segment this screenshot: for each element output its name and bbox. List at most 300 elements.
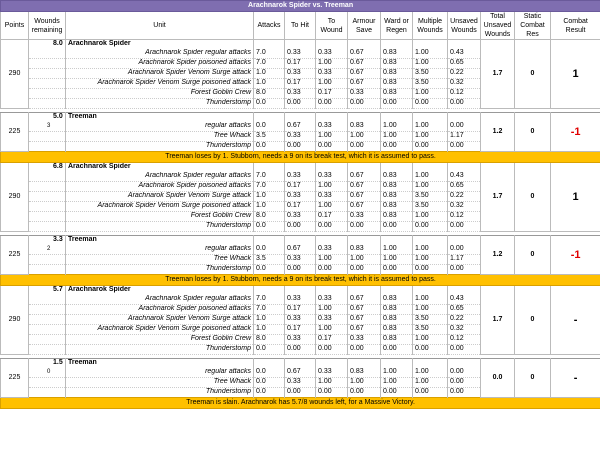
empty-cell	[254, 286, 285, 296]
attack-name: Arachnarok Spider Venom Surge attack	[66, 315, 254, 325]
wounds-small: 0	[29, 368, 66, 378]
value-cell: 1.00	[381, 368, 413, 378]
value-cell: 1.00	[413, 255, 448, 265]
value-cell: 0.0	[254, 245, 285, 255]
attack-name: Arachnarok Spider poisoned attacks	[66, 305, 254, 315]
value-cell: 1.00	[316, 79, 348, 89]
value-cell: 0.33	[316, 172, 348, 182]
round-summary-note: Treeman is slain. Arachnarok has 5.7/8 wounds left, for a Massive Victory.	[1, 398, 600, 409]
value-cell: 0.00	[448, 222, 481, 232]
wounds-small	[29, 49, 66, 59]
empty-cell	[413, 286, 448, 296]
value-cell: 0.33	[316, 192, 348, 202]
value-cell: 0.83	[381, 192, 413, 202]
value-cell: 1.0	[254, 315, 285, 325]
value-cell: 0.00	[381, 99, 413, 109]
value-cell: 1.00	[316, 378, 348, 388]
points-cell: 290	[1, 40, 29, 109]
value-cell: 0.65	[448, 182, 481, 192]
value-cell: 1.00	[316, 132, 348, 142]
empty-cell	[381, 236, 413, 246]
value-cell: 0.83	[348, 122, 381, 132]
value-cell: 0.32	[448, 325, 481, 335]
points-cell: 225	[1, 236, 29, 275]
static-combat-res: 0	[515, 163, 551, 232]
value-cell: 0.17	[285, 59, 316, 69]
empty-cell	[316, 236, 348, 246]
value-cell: 1.00	[413, 378, 448, 388]
value-cell: 0.00	[381, 345, 413, 355]
wounds-remaining: 1.5	[29, 359, 66, 369]
value-cell: 0.00	[448, 99, 481, 109]
unit-header-row	[1, 163, 600, 173]
attack-name: Arachnarok Spider Venom Surge attack	[66, 69, 254, 79]
wounds-small	[29, 255, 66, 265]
value-cell: 0.67	[348, 69, 381, 79]
value-cell: 3.50	[413, 192, 448, 202]
value-cell: 0.33	[316, 295, 348, 305]
value-cell: 1.00	[413, 49, 448, 59]
value-cell: 0.67	[285, 368, 316, 378]
static-combat-res: 0	[515, 236, 551, 275]
value-cell: 0.67	[348, 79, 381, 89]
wounds-small	[29, 69, 66, 79]
wounds-small	[29, 295, 66, 305]
static-combat-res: 0	[515, 40, 551, 109]
value-cell: 7.0	[254, 49, 285, 59]
value-cell: 0.00	[448, 122, 481, 132]
value-cell: 1.0	[254, 69, 285, 79]
value-cell: 1.17	[448, 132, 481, 142]
value-cell: 0.00	[413, 99, 448, 109]
wounds-small	[29, 89, 66, 99]
wounds-small	[29, 79, 66, 89]
value-cell: 1.00	[348, 255, 381, 265]
value-cell: 0.67	[348, 182, 381, 192]
value-cell: 0.17	[316, 89, 348, 99]
value-cell: 0.00	[316, 142, 348, 152]
empty-cell	[413, 40, 448, 50]
value-cell: 0.33	[348, 335, 381, 345]
value-cell: 0.83	[381, 305, 413, 315]
value-cell: 0.33	[285, 212, 316, 222]
value-cell: 7.0	[254, 182, 285, 192]
value-cell: 1.00	[413, 295, 448, 305]
empty-cell	[348, 163, 381, 173]
attack-name: Arachnarok Spider regular attacks	[66, 49, 254, 59]
empty-cell	[254, 236, 285, 246]
value-cell: 1.00	[413, 122, 448, 132]
value-cell: 0.00	[413, 265, 448, 275]
value-cell: 0.43	[448, 172, 481, 182]
value-cell: 0.83	[381, 295, 413, 305]
empty-cell	[316, 40, 348, 50]
attack-name: Arachnarok Spider poisoned attacks	[66, 182, 254, 192]
value-cell: 1.00	[348, 132, 381, 142]
attack-name: regular attacks	[66, 122, 254, 132]
value-cell: 1.00	[381, 378, 413, 388]
wounds-small	[29, 172, 66, 182]
value-cell: 0.22	[448, 315, 481, 325]
value-cell: 3.50	[413, 69, 448, 79]
value-cell: 3.50	[413, 79, 448, 89]
empty-cell	[448, 236, 481, 246]
value-cell: 0.0	[254, 122, 285, 132]
value-cell: 0.83	[348, 245, 381, 255]
empty-cell	[348, 359, 381, 369]
attack-name: regular attacks	[66, 368, 254, 378]
value-cell: 1.00	[413, 89, 448, 99]
value-cell: 0.33	[285, 69, 316, 79]
value-cell: 0.17	[285, 79, 316, 89]
attack-name: Arachnarok Spider regular attacks	[66, 172, 254, 182]
value-cell: 0.83	[381, 79, 413, 89]
value-cell: 1.00	[381, 245, 413, 255]
value-cell: 0.00	[285, 345, 316, 355]
value-cell: 8.0	[254, 335, 285, 345]
value-cell: 3.50	[413, 202, 448, 212]
value-cell: 1.00	[413, 335, 448, 345]
wounds-small	[29, 182, 66, 192]
value-cell: 0.0	[254, 265, 285, 275]
column-header: Points	[1, 12, 29, 40]
empty-cell	[285, 286, 316, 296]
empty-cell	[381, 359, 413, 369]
value-cell: 3.50	[413, 315, 448, 325]
value-cell: 0.67	[348, 325, 381, 335]
empty-cell	[254, 113, 285, 123]
value-cell: 0.33	[285, 295, 316, 305]
value-cell: 0.33	[316, 122, 348, 132]
value-cell: 0.17	[316, 335, 348, 345]
empty-cell	[381, 286, 413, 296]
wounds-small	[29, 325, 66, 335]
value-cell: 0.83	[381, 315, 413, 325]
value-cell: 1.00	[316, 59, 348, 69]
value-cell: 0.00	[381, 388, 413, 398]
wounds-small	[29, 202, 66, 212]
value-cell: 0.83	[381, 335, 413, 345]
wounds-small	[29, 99, 66, 109]
value-cell: 0.83	[381, 172, 413, 182]
value-cell: 0.67	[348, 315, 381, 325]
column-header: Static Combat Res	[515, 12, 551, 40]
attack-name: Thunderstomp	[66, 388, 254, 398]
unit-header-row	[1, 359, 600, 369]
value-cell: 0.67	[285, 122, 316, 132]
value-cell: 0.83	[348, 368, 381, 378]
table-title: Arachnarok Spider vs. Treeman	[1, 1, 600, 12]
wounds-remaining: 6.8	[29, 163, 66, 173]
value-cell: 0.22	[448, 69, 481, 79]
total-unsaved-wounds: 1.2	[481, 113, 515, 152]
column-header: Total Unsaved Wounds	[481, 12, 515, 40]
value-cell: 0.00	[448, 388, 481, 398]
column-header: Armour Save	[348, 12, 381, 40]
empty-cell	[413, 113, 448, 123]
value-cell: 0.67	[348, 59, 381, 69]
value-cell: 0.67	[285, 245, 316, 255]
value-cell: 1.00	[316, 202, 348, 212]
value-cell: 0.00	[448, 378, 481, 388]
combat-result: -	[551, 359, 600, 398]
empty-cell	[316, 286, 348, 296]
empty-cell	[348, 286, 381, 296]
attack-name: regular attacks	[66, 245, 254, 255]
value-cell: 0.00	[448, 142, 481, 152]
column-header: Combat Result	[551, 12, 600, 40]
value-cell: 0.83	[381, 89, 413, 99]
value-cell: 0.83	[381, 49, 413, 59]
value-cell: 0.00	[348, 388, 381, 398]
empty-cell	[413, 163, 448, 173]
value-cell: 1.00	[316, 305, 348, 315]
empty-cell	[413, 359, 448, 369]
attack-name: Arachnarok Spider regular attacks	[66, 295, 254, 305]
attack-name: Arachnarok Spider Venom Surge attack	[66, 192, 254, 202]
value-cell: 0.83	[381, 212, 413, 222]
value-cell: 1.00	[381, 132, 413, 142]
value-cell: 0.67	[348, 202, 381, 212]
value-cell: 1.00	[413, 245, 448, 255]
value-cell: 0.00	[285, 388, 316, 398]
value-cell: 1.00	[413, 305, 448, 315]
value-cell: 0.00	[316, 345, 348, 355]
value-cell: 0.00	[381, 265, 413, 275]
value-cell: 0.12	[448, 89, 481, 99]
value-cell: 0.00	[348, 345, 381, 355]
value-cell: 0.43	[448, 49, 481, 59]
value-cell: 0.83	[381, 202, 413, 212]
value-cell: 0.17	[316, 212, 348, 222]
empty-cell	[254, 163, 285, 173]
value-cell: 8.0	[254, 212, 285, 222]
points-cell: 290	[1, 163, 29, 232]
column-header: To Hit	[285, 12, 316, 40]
value-cell: 1.17	[448, 255, 481, 265]
value-cell: 7.0	[254, 59, 285, 69]
value-cell: 0.33	[348, 89, 381, 99]
empty-cell	[285, 359, 316, 369]
wounds-small	[29, 315, 66, 325]
unit-header-row	[1, 113, 600, 123]
value-cell: 0.0	[254, 99, 285, 109]
empty-cell	[381, 163, 413, 173]
value-cell: 1.0	[254, 192, 285, 202]
unit-header-row	[1, 40, 600, 50]
value-cell: 0.33	[316, 315, 348, 325]
empty-cell	[285, 236, 316, 246]
column-header: Unsaved Wounds	[448, 12, 481, 40]
points-cell: 290	[1, 286, 29, 355]
value-cell: 0.65	[448, 305, 481, 315]
total-unsaved-wounds: 1.7	[481, 286, 515, 355]
wounds-small: 2	[29, 245, 66, 255]
value-cell: 0.22	[448, 192, 481, 202]
value-cell: 0.00	[448, 345, 481, 355]
value-cell: 1.00	[413, 172, 448, 182]
value-cell: 1.00	[316, 325, 348, 335]
total-unsaved-wounds: 1.7	[481, 40, 515, 109]
value-cell: 0.17	[285, 182, 316, 192]
empty-cell	[254, 40, 285, 50]
value-cell: 0.33	[348, 212, 381, 222]
empty-cell	[381, 113, 413, 123]
value-cell: 3.5	[254, 132, 285, 142]
unit-name: Treeman	[66, 359, 254, 369]
attack-name: Forest Goblin Crew	[66, 89, 254, 99]
wounds-small	[29, 335, 66, 345]
empty-cell	[448, 359, 481, 369]
value-cell: 0.00	[448, 245, 481, 255]
value-cell: 0.17	[285, 202, 316, 212]
empty-cell	[348, 236, 381, 246]
value-cell: 0.33	[285, 192, 316, 202]
value-cell: 7.0	[254, 295, 285, 305]
value-cell: 7.0	[254, 172, 285, 182]
combat-result: 1	[551, 40, 600, 109]
value-cell: 1.00	[413, 59, 448, 69]
value-cell: 0.00	[285, 265, 316, 275]
empty-cell	[254, 359, 285, 369]
value-cell: 0.33	[285, 89, 316, 99]
column-header: Attacks	[254, 12, 285, 40]
empty-cell	[448, 40, 481, 50]
wounds-small	[29, 305, 66, 315]
attack-name: Arachnarok Spider Venom Surge poisoned attack	[66, 202, 254, 212]
value-cell: 0.00	[316, 99, 348, 109]
wounds-small	[29, 378, 66, 388]
value-cell: 1.00	[316, 182, 348, 192]
value-cell: 0.67	[348, 49, 381, 59]
value-cell: 1.0	[254, 325, 285, 335]
unit-header-row	[1, 286, 600, 296]
value-cell: 0.00	[348, 222, 381, 232]
value-cell: 0.00	[448, 265, 481, 275]
value-cell: 0.00	[413, 142, 448, 152]
column-header: Unit	[66, 12, 254, 40]
value-cell: 1.00	[381, 122, 413, 132]
value-cell: 0.43	[448, 295, 481, 305]
attack-name: Forest Goblin Crew	[66, 212, 254, 222]
value-cell: 0.12	[448, 212, 481, 222]
wounds-small	[29, 192, 66, 202]
value-cell: 0.00	[285, 99, 316, 109]
value-cell: 0.83	[381, 69, 413, 79]
total-unsaved-wounds: 1.7	[481, 163, 515, 232]
value-cell: 0.00	[381, 142, 413, 152]
round-summary-note: Treeman loses by 1. Stubborn, needs a 9 on its break test, which it is assumed to pass.	[1, 275, 600, 286]
empty-cell	[381, 40, 413, 50]
wounds-remaining: 8.0	[29, 40, 66, 50]
column-header: To Wound	[316, 12, 348, 40]
value-cell: 0.17	[285, 325, 316, 335]
attack-name: Tree Whack	[66, 378, 254, 388]
combat-result: 1	[551, 163, 600, 232]
value-cell: 3.50	[413, 325, 448, 335]
column-header: Ward or Regen	[381, 12, 413, 40]
wounds-small: 3	[29, 122, 66, 132]
wounds-small	[29, 212, 66, 222]
value-cell: 1.00	[413, 212, 448, 222]
static-combat-res: 0	[515, 286, 551, 355]
value-cell: 0.00	[413, 345, 448, 355]
attack-name: Arachnarok Spider Venom Surge poisoned attack	[66, 79, 254, 89]
value-cell: 0.33	[285, 49, 316, 59]
wounds-small	[29, 142, 66, 152]
value-cell: 0.33	[285, 255, 316, 265]
empty-cell	[285, 40, 316, 50]
empty-cell	[316, 163, 348, 173]
value-cell: 0.33	[285, 315, 316, 325]
value-cell: 0.00	[348, 142, 381, 152]
value-cell: 1.00	[413, 132, 448, 142]
wounds-small	[29, 59, 66, 69]
static-combat-res: 0	[515, 113, 551, 152]
round-summary-note: Treeman loses by 1. Stubborn, needs a 9 on its break test, which it is assumed to pass.	[1, 152, 600, 163]
wounds-small	[29, 345, 66, 355]
value-cell: 0.33	[285, 132, 316, 142]
attack-name: Arachnarok Spider poisoned attacks	[66, 59, 254, 69]
column-header: Multiple Wounds	[413, 12, 448, 40]
value-cell: 0.00	[285, 222, 316, 232]
empty-cell	[316, 113, 348, 123]
value-cell: 0.00	[348, 265, 381, 275]
value-cell: 0.00	[381, 222, 413, 232]
value-cell: 1.0	[254, 202, 285, 212]
wounds-remaining: 3.3	[29, 236, 66, 246]
attack-name: Thunderstomp	[66, 345, 254, 355]
combat-result: -1	[551, 236, 600, 275]
value-cell: 0.67	[348, 192, 381, 202]
total-unsaved-wounds: 1.2	[481, 236, 515, 275]
value-cell: 0.0	[254, 368, 285, 378]
value-cell: 0.00	[348, 99, 381, 109]
attack-name: Arachnarok Spider Venom Surge poisoned attack	[66, 325, 254, 335]
value-cell: 0.33	[285, 172, 316, 182]
value-cell: 8.0	[254, 89, 285, 99]
value-cell: 0.0	[254, 345, 285, 355]
empty-cell	[448, 286, 481, 296]
wounds-small	[29, 388, 66, 398]
value-cell: 1.00	[413, 182, 448, 192]
unit-name: Arachnarok Spider	[66, 163, 254, 173]
value-cell: 0.33	[285, 335, 316, 345]
value-cell: 0.0	[254, 142, 285, 152]
points-cell: 225	[1, 113, 29, 152]
value-cell: 0.00	[316, 222, 348, 232]
value-cell: 0.33	[316, 368, 348, 378]
wounds-remaining: 5.7	[29, 286, 66, 296]
unit-name: Arachnarok Spider	[66, 40, 254, 50]
value-cell: 0.67	[348, 172, 381, 182]
combat-result: -	[551, 286, 600, 355]
value-cell: 3.5	[254, 255, 285, 265]
unit-name: Treeman	[66, 113, 254, 123]
value-cell: 0.32	[448, 202, 481, 212]
attack-name: Tree Whack	[66, 255, 254, 265]
wounds-small	[29, 132, 66, 142]
value-cell: 0.12	[448, 335, 481, 345]
empty-cell	[285, 113, 316, 123]
wounds-small	[29, 265, 66, 275]
points-cell: 225	[1, 359, 29, 398]
value-cell: 0.83	[381, 182, 413, 192]
total-unsaved-wounds: 0.0	[481, 359, 515, 398]
value-cell: 0.0	[254, 222, 285, 232]
empty-cell	[348, 113, 381, 123]
empty-cell	[448, 163, 481, 173]
